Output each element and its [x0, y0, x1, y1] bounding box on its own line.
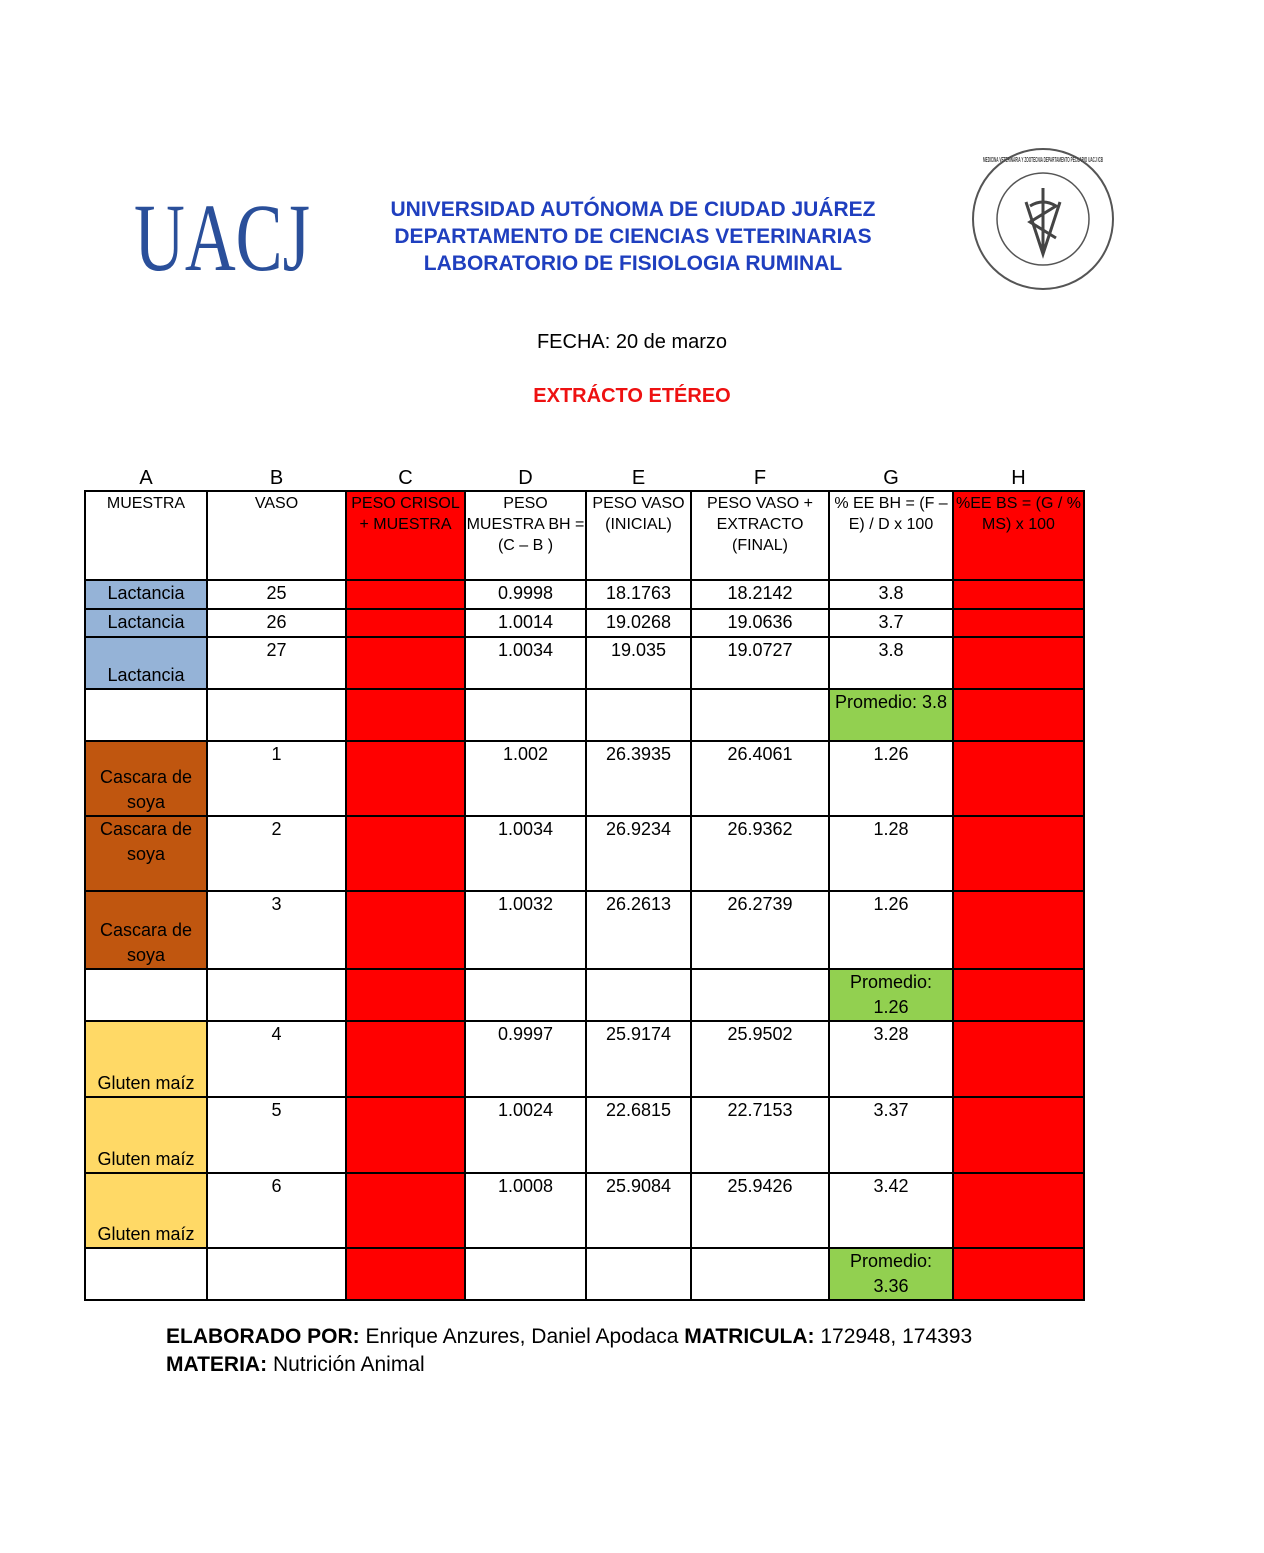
vaso-cell: 25 [207, 580, 346, 609]
value-cell: 19.0636 [691, 609, 829, 637]
value-cell: 1.0008 [465, 1173, 586, 1248]
value-cell: 3.7 [829, 609, 953, 637]
sample-cell: Cascara de soya [85, 741, 207, 816]
average-row [85, 969, 1084, 1021]
value-cell: 22.6815 [586, 1097, 691, 1173]
value-cell: 1.26 [829, 891, 953, 969]
value-cell: 26.4061 [691, 741, 829, 816]
vaso-cell: 4 [207, 1021, 346, 1097]
value-cell: 1.0014 [465, 609, 586, 637]
col-letter: G [829, 462, 953, 491]
sample-cell: Gluten maíz [85, 1173, 207, 1248]
column-letters-row [85, 462, 1084, 491]
calc-cell [953, 580, 1084, 609]
average-row [85, 1248, 1084, 1300]
materia-value: Nutrición Animal [272, 1353, 425, 1376]
calc-cell [953, 1097, 1084, 1173]
value-cell: 26.3935 [586, 741, 691, 816]
col-letter: C [346, 462, 465, 491]
table-row [85, 741, 1084, 816]
calc-cell [953, 816, 1084, 891]
value-cell: 26.9362 [691, 816, 829, 891]
calc-cell [346, 580, 465, 609]
value-cell: 18.2142 [691, 580, 829, 609]
author-line [166, 1323, 1046, 1351]
calc-cell [346, 609, 465, 637]
value-cell: 19.035 [586, 637, 691, 689]
header-row [85, 491, 1084, 580]
average-cell: Promedio: 3.8 [829, 689, 953, 741]
sample-cell: Cascara de soya [85, 816, 207, 891]
value-cell: 1.002 [465, 741, 586, 816]
table-row [85, 891, 1084, 969]
seal-text: MEDICINA VETERINARIA Y ZOOTECNIA DEPARTAMENTO PECUARIO UACJ ICB [983, 157, 1103, 164]
vaso-cell: 5 [207, 1097, 346, 1173]
header-cell: PESO MUESTRA BH = (C – B ) [465, 491, 586, 580]
value-cell: 25.9502 [691, 1021, 829, 1097]
vaso-cell: 26 [207, 609, 346, 637]
table-row [85, 816, 1084, 891]
value-cell: 1.0032 [465, 891, 586, 969]
vaso-cell: 1 [207, 741, 346, 816]
logo-text: UACJ [134, 184, 310, 291]
value-cell: 19.0727 [691, 637, 829, 689]
elaborado-label: ELABORADO POR: [166, 1325, 360, 1348]
university-name: UNIVERSIDAD AUTÓNOMA DE CIUDAD JUÁREZ [390, 198, 876, 221]
table-row [85, 580, 1084, 609]
sample-cell: Cascara de soya [85, 891, 207, 969]
sample-cell: Lactancia [85, 609, 207, 637]
value-cell: 1.0034 [465, 816, 586, 891]
footer [166, 1323, 1046, 1379]
matricula-label: MATRICULA: [684, 1325, 815, 1348]
sample-cell: Lactancia [85, 637, 207, 689]
value-cell: 3.28 [829, 1021, 953, 1097]
value-cell: 26.2613 [586, 891, 691, 969]
value-cell: 0.9998 [465, 580, 586, 609]
value-cell: 19.0268 [586, 609, 691, 637]
calc-cell [346, 637, 465, 689]
calc-cell [953, 891, 1084, 969]
value-cell: 25.9174 [586, 1021, 691, 1097]
value-cell: 26.2739 [691, 891, 829, 969]
table-row [85, 609, 1084, 637]
col-letter: A [85, 462, 207, 491]
calc-cell [346, 1173, 465, 1248]
calc-cell [346, 741, 465, 816]
value-cell: 1.0034 [465, 637, 586, 689]
col-letter: H [953, 462, 1084, 491]
table-row [85, 1021, 1084, 1097]
sample-cell: Gluten maíz [85, 1021, 207, 1097]
uacj-logo [134, 184, 312, 291]
header-cell: % EE BH = (F – E) / D x 100 [829, 491, 953, 580]
vaso-cell: 2 [207, 816, 346, 891]
value-cell: 1.26 [829, 741, 953, 816]
calc-cell [346, 891, 465, 969]
veterinary-seal [970, 146, 1116, 292]
value-cell: 3.8 [829, 637, 953, 689]
header-cell: MUESTRA [85, 491, 207, 580]
calc-cell [953, 609, 1084, 637]
sample-cell: Gluten maíz [85, 1097, 207, 1173]
subject-line [166, 1351, 1046, 1379]
col-letter: F [691, 462, 829, 491]
value-cell: 26.9234 [586, 816, 691, 891]
col-letter: B [207, 462, 346, 491]
header-cell: VASO [207, 491, 346, 580]
institution-heading [320, 196, 946, 277]
vaso-cell: 3 [207, 891, 346, 969]
header-cell: PESO VASO (INICIAL) [586, 491, 691, 580]
header-cell: %EE BS = (G / % MS) x 100 [953, 491, 1084, 580]
average-cell: Promedio: 1.26 [829, 969, 953, 1021]
calc-cell [346, 816, 465, 891]
value-cell: 3.42 [829, 1173, 953, 1248]
value-cell: 25.9084 [586, 1173, 691, 1248]
average-cell: Promedio: 3.36 [829, 1248, 953, 1300]
average-row [85, 689, 1084, 741]
value-cell: 3.8 [829, 580, 953, 609]
matricula-value: 172948, 174393 [820, 1325, 973, 1348]
header-cell: PESO VASO + EXTRACTO (FINAL) [691, 491, 829, 580]
value-cell: 1.0024 [465, 1097, 586, 1173]
header-cell: PESO CRISOL + MUESTRA [346, 491, 465, 580]
document-title: EXTRÁCTO ETÉREO [533, 385, 731, 407]
calc-cell [953, 637, 1084, 689]
table-row [85, 1173, 1084, 1248]
table-row [85, 1097, 1084, 1173]
table-row [85, 637, 1084, 689]
results-table [84, 462, 1085, 1301]
value-cell: 22.7153 [691, 1097, 829, 1173]
laboratory-name: LABORATORIO DE FISIOLOGIA RUMINAL [423, 252, 843, 275]
value-cell: 3.37 [829, 1097, 953, 1173]
calc-cell [953, 741, 1084, 816]
calc-cell [346, 1097, 465, 1173]
sample-cell: Lactancia [85, 580, 207, 609]
elaborado-value: Enrique Anzures, Daniel Apodaca [365, 1325, 679, 1348]
vaso-cell: 6 [207, 1173, 346, 1248]
value-cell: 1.28 [829, 816, 953, 891]
calc-cell [953, 1173, 1084, 1248]
value-cell: 18.1763 [586, 580, 691, 609]
col-letter: D [465, 462, 586, 491]
department-name: DEPARTAMENTO DE CIENCIAS VETERINARIAS [394, 225, 872, 248]
vaso-cell: 27 [207, 637, 346, 689]
calc-cell [953, 1021, 1084, 1097]
materia-label: MATERIA: [166, 1353, 268, 1376]
col-letter: E [586, 462, 691, 491]
value-cell: 0.9997 [465, 1021, 586, 1097]
value-cell: 25.9426 [691, 1173, 829, 1248]
calc-cell [346, 1021, 465, 1097]
date-line: FECHA: 20 de marzo [536, 331, 728, 353]
